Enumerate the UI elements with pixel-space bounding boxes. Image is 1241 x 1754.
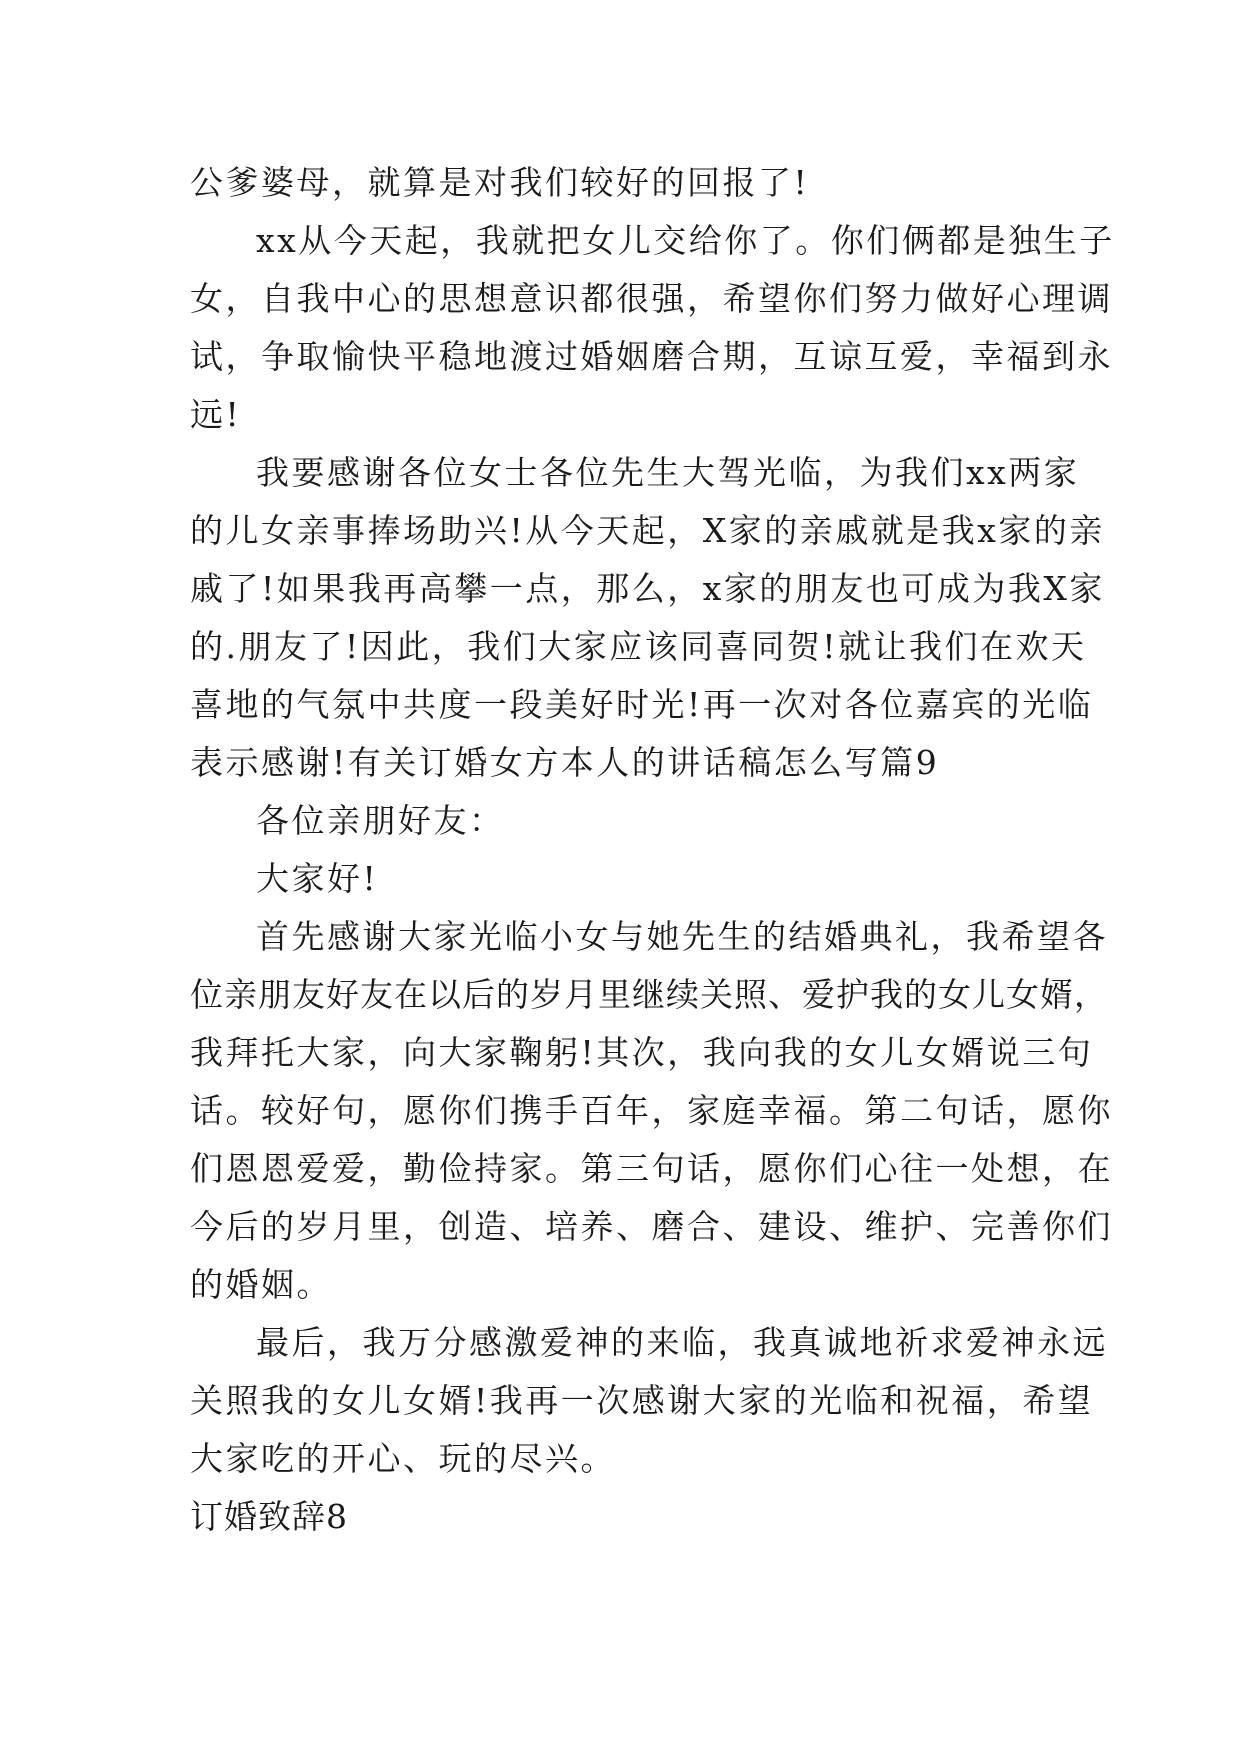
- text-line: 的儿女亲事捧场助兴!从今天起，X家的亲戚就是我x家的亲: [190, 511, 1105, 550]
- text-line: 喜地的气氛中共度一段美好时光!再一次对各位嘉宾的光临: [190, 685, 1094, 724]
- text-line: 我拜托大家，向大家鞠躬!其次，我向我的女儿女婿说三句: [190, 1033, 1094, 1072]
- text-line: 话。较好句，愿你们携手百年，家庭幸福。第二句话，愿你: [190, 1091, 1113, 1130]
- paragraph-start-line: 我要感谢各位女士各位先生大驾光临，为我们xx两家: [256, 453, 1080, 492]
- text-line: 位亲朋友好友在以后的岁月里继续关照、爱护我的女儿女婿，: [190, 975, 1108, 1014]
- text-line: 女，自我中心的思想意识都很强，希望你们努力做好心理调: [190, 279, 1113, 318]
- paragraph-start-line: 首先感谢大家光临小女与她先生的结婚典礼，我希望各: [256, 917, 1108, 956]
- text-line: 的婚姻。: [190, 1265, 332, 1304]
- text-line: 今后的岁月里，创造、培养、磨合、建设、维护、完善你们: [190, 1207, 1113, 1246]
- text-line: 试，争取愉快平稳地渡过婚姻磨合期，互谅互爱，幸福到永: [190, 337, 1113, 376]
- text-line: 远!: [190, 395, 242, 434]
- text-line: 们恩恩爱爱，勤俭持家。第三句话，愿你们心往一处想，在: [190, 1149, 1113, 1188]
- text-line: 戚了!如果我再高攀一点，那么，x家的朋友也可成为我X家: [190, 569, 1105, 608]
- document-body: [190, 154, 1115, 1546]
- text-line: 大家吃的开心、玩的尽兴。: [190, 1439, 616, 1478]
- paragraph-start-line: 最后，我万分感激爱神的来临，我真诚地祈求爱神永远: [256, 1323, 1108, 1362]
- text-line: 公爹婆母，就算是对我们较好的回报了!: [190, 163, 810, 202]
- section-heading: 订婚致辞8: [190, 1497, 348, 1536]
- text-line: 的.朋友了!因此，我们大家应该同喜同贺!就让我们在欢天: [190, 627, 1087, 666]
- greeting-line: 大家好!: [256, 859, 379, 898]
- paragraph-start-line: xx从今天起，我就把女儿交给你了。你们俩都是独生子: [256, 221, 1115, 260]
- salutation-line: 各位亲朋好友：: [256, 801, 505, 840]
- text-line: 关照我的女儿女婿!我再一次感谢大家的光临和祝福，希望: [190, 1381, 1094, 1420]
- text-line: 表示感谢!有关订婚女方本人的讲话稿怎么写篇9: [190, 743, 940, 782]
